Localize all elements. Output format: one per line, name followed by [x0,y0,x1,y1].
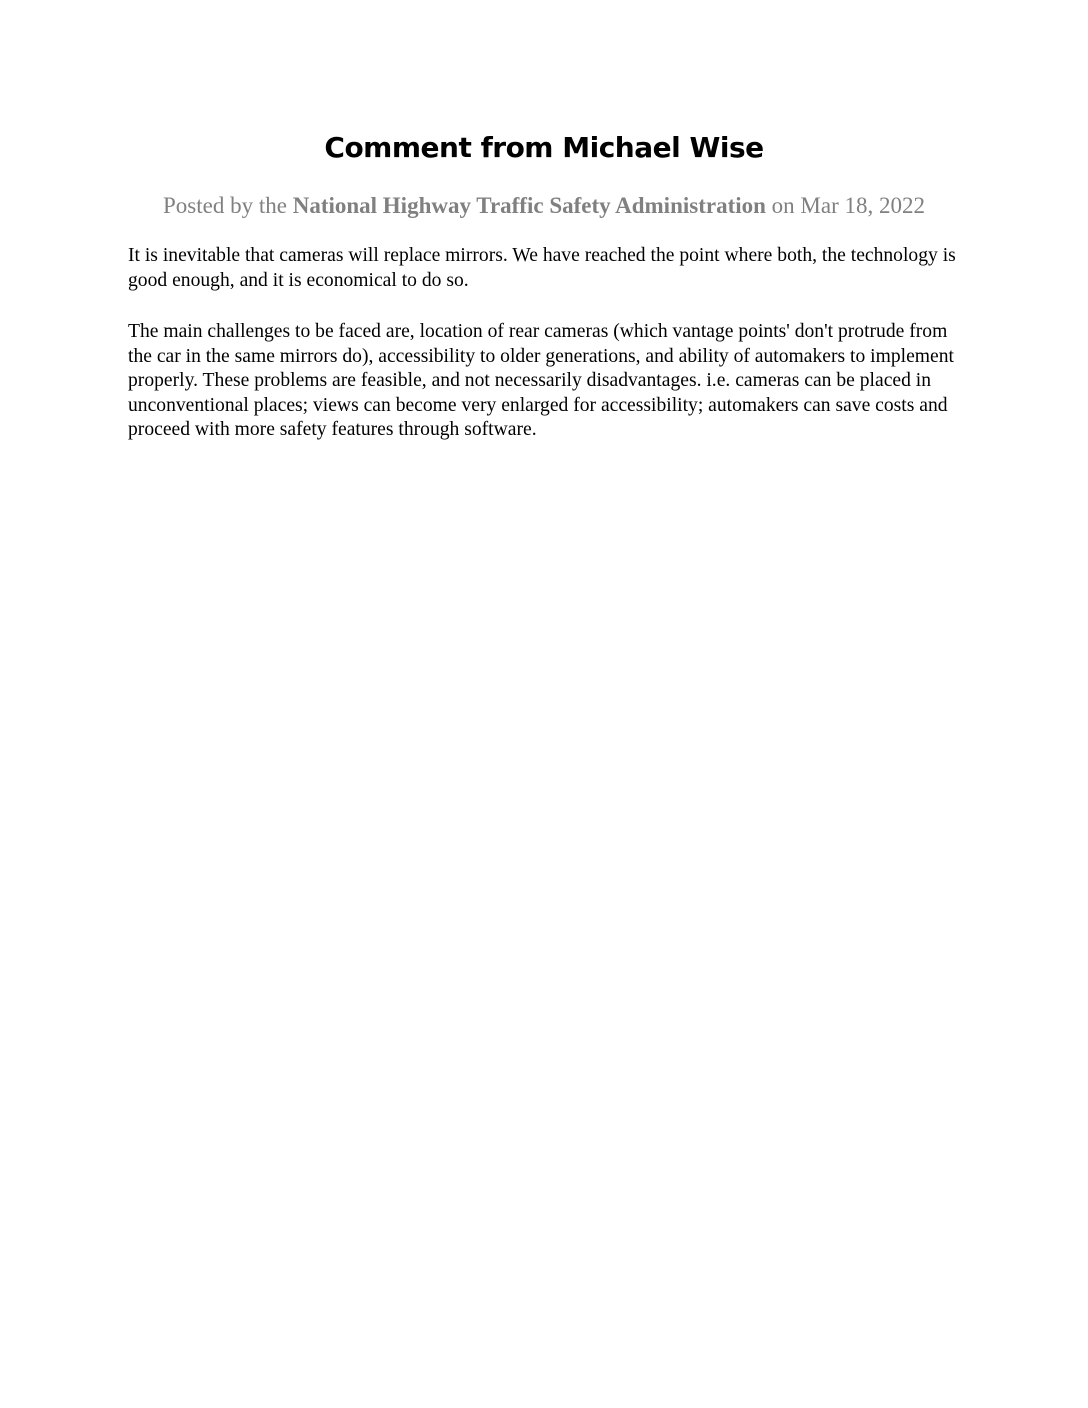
byline-prefix: Posted by the [163,193,293,218]
page-title: Comment from Michael Wise [324,131,764,164]
byline-agency: National Highway Traffic Safety Administration [292,193,766,218]
byline-suffix: on Mar 18, 2022 [765,193,925,218]
byline [0,190,1088,222]
comment-paragraph-1: It is inevitable that cameras will replace mirrors. We have reached the point where both, the technology is good enough, and it is economical to do so. [128,245,956,291]
comment-paragraph-2: The main challenges to be faced are, location of rear cameras (which vantage points' don't protrude from the car in the same mirrors do), accessibility to older generations, and ability of automakers to implement properly. These problems are feasible, and not necessarily disadvantages. i.e. cameras can be placed in unconventional places; views can become very enlarged for accessibility; automakers can save costs and proceed with more safety features through software. [128,321,954,440]
